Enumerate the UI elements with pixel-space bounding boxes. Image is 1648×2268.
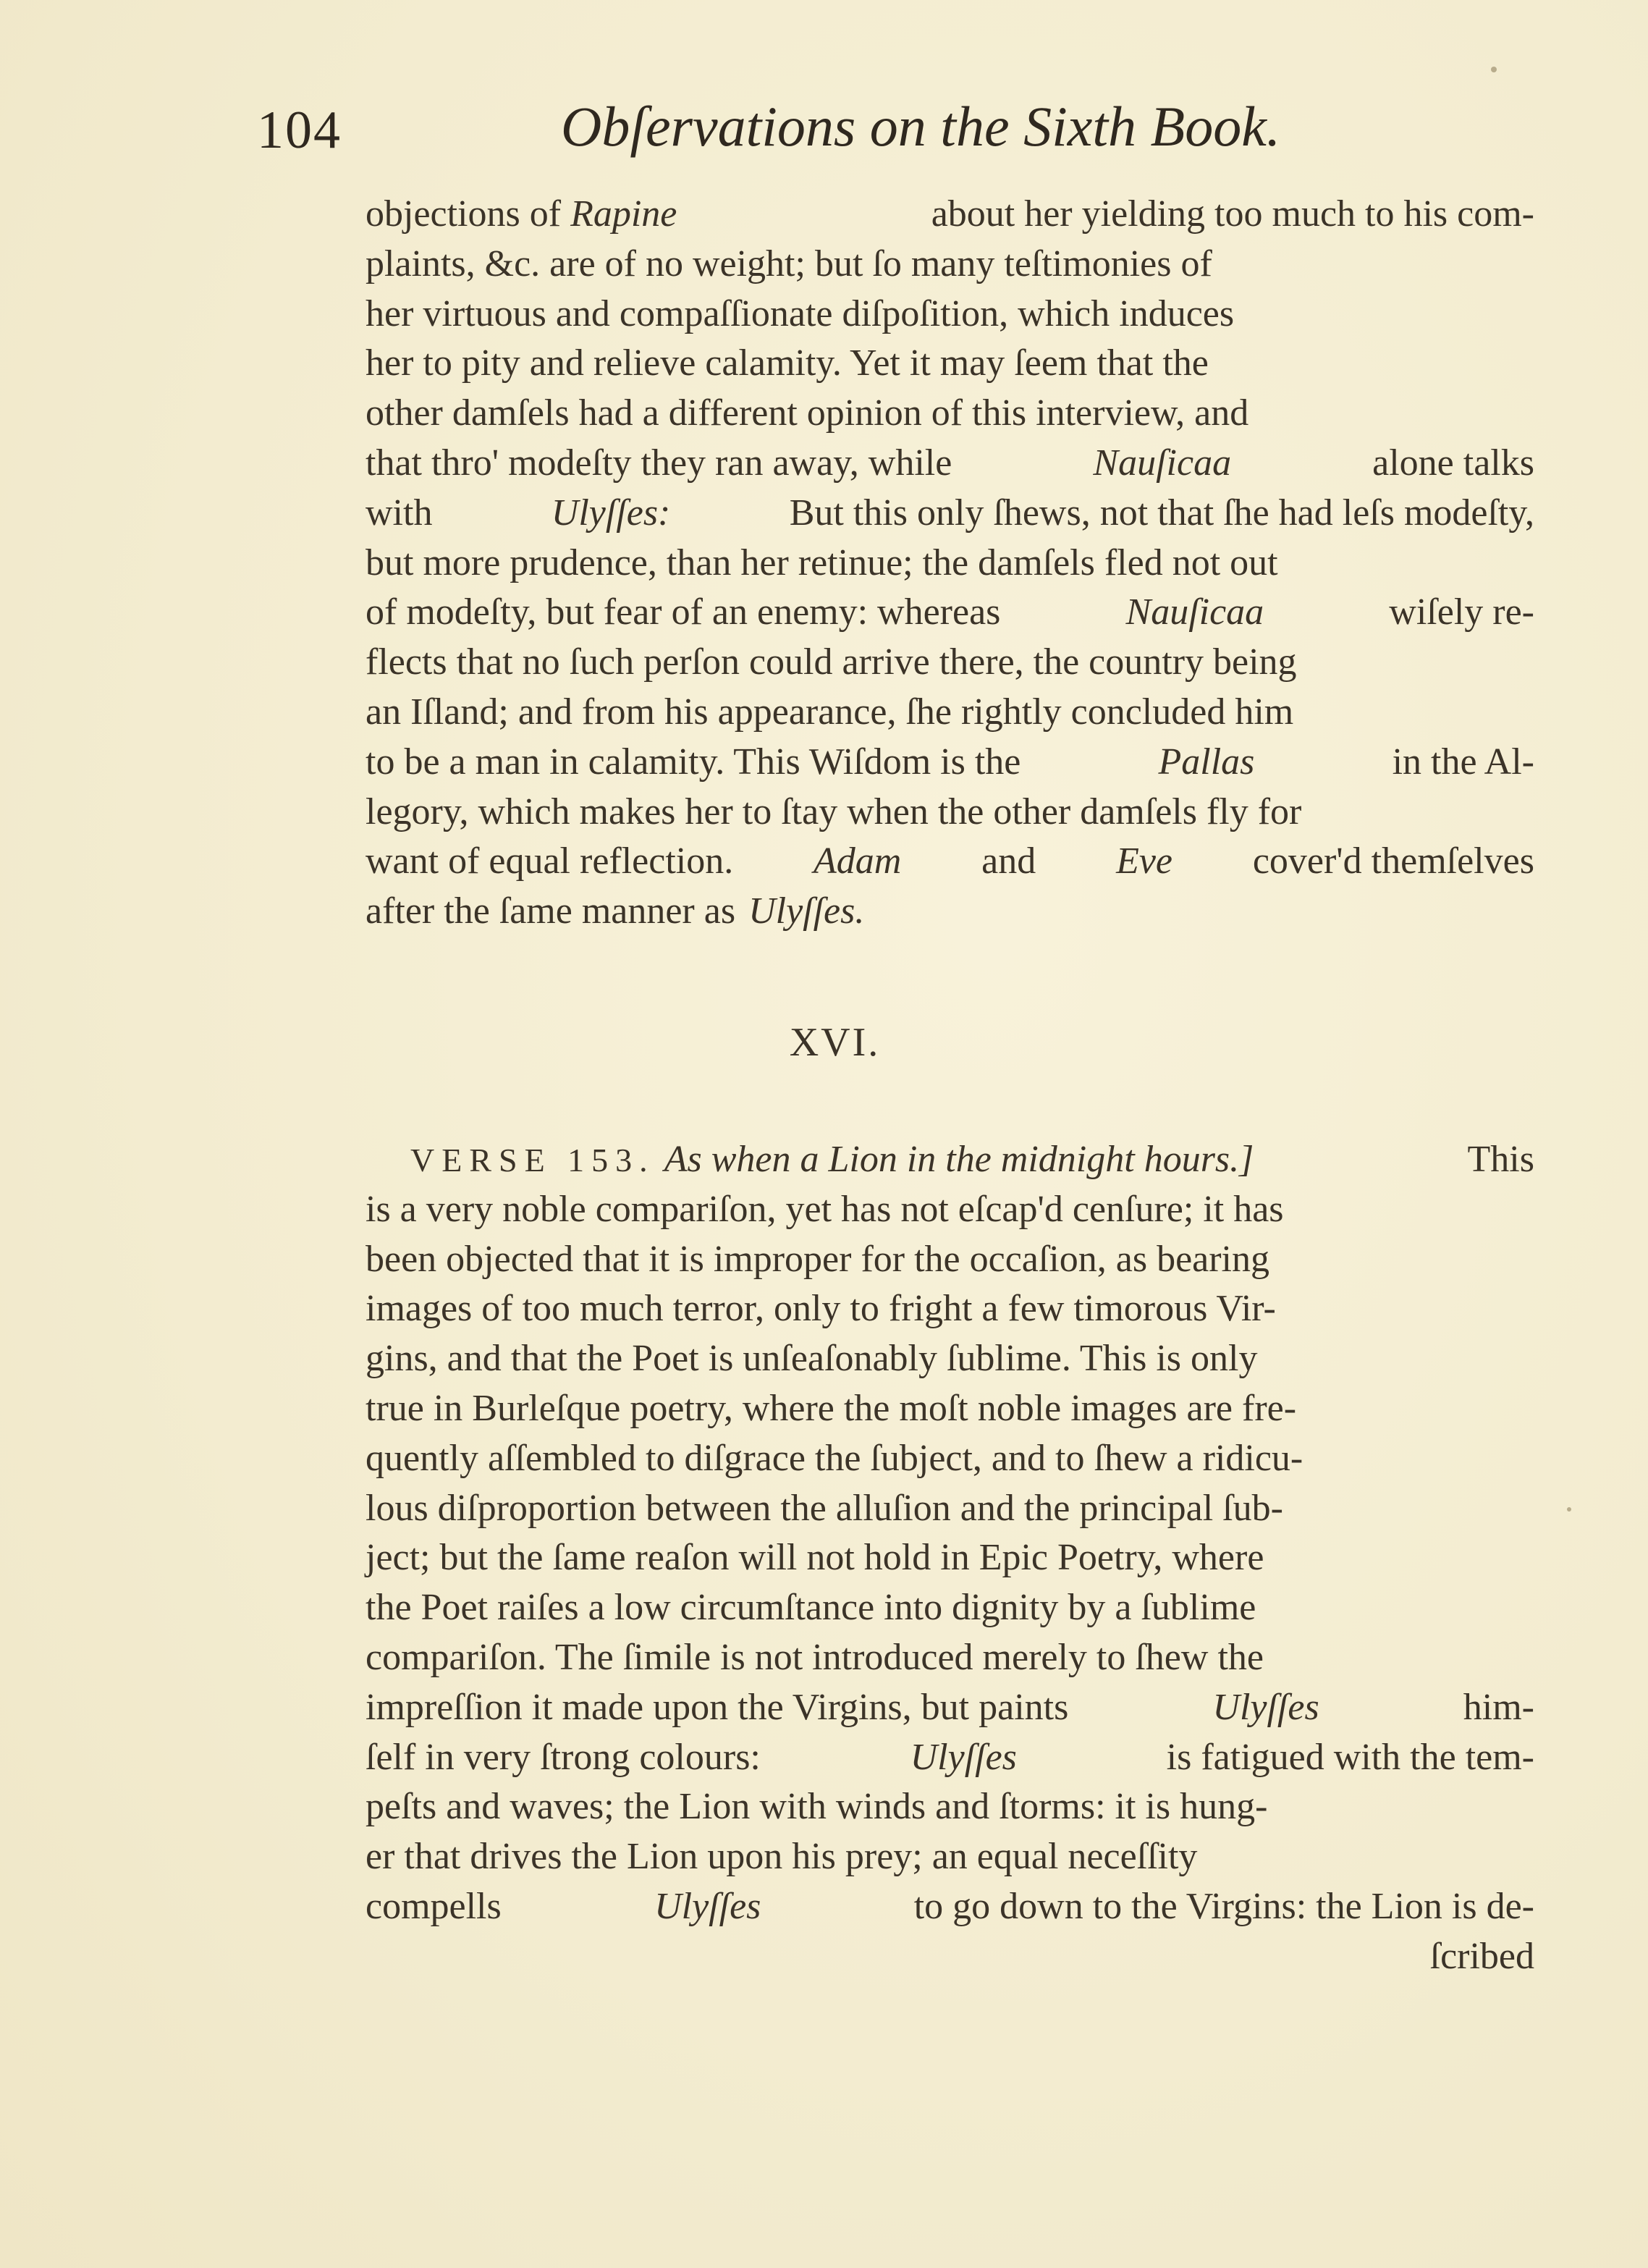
running-title: Obſervations on the Sixth Book. bbox=[561, 95, 1281, 158]
paper-speck bbox=[1491, 67, 1497, 72]
text-line bbox=[365, 1633, 1534, 1683]
text-run: is fatigued with the tem- bbox=[1166, 1736, 1534, 1778]
text-run: her virtuous and compaſſionate diſpoſition, which induces bbox=[365, 292, 1235, 334]
text-run: about her yielding too much to his com- bbox=[931, 193, 1534, 235]
text-line bbox=[365, 1334, 1534, 1384]
text-line bbox=[365, 788, 1534, 838]
text-run: been objected that it is improper for the occaſion, as bearing bbox=[365, 1238, 1269, 1280]
text-line bbox=[365, 339, 1534, 389]
verse-quote: As when a Lion in the midnight hours.] bbox=[664, 1139, 1254, 1180]
text-run: is a very noble compariſon, yet has not eſcap'd cenſure; it has bbox=[365, 1188, 1284, 1230]
text-run: compells bbox=[365, 1885, 502, 1927]
text-run: in the Al- bbox=[1392, 741, 1534, 783]
text-line bbox=[365, 1683, 1534, 1733]
text-line bbox=[365, 837, 1534, 887]
text-line bbox=[365, 190, 1534, 240]
text-line bbox=[365, 738, 1534, 788]
text-run: wiſely re- bbox=[1389, 591, 1534, 633]
text-run: want of equal reflection. bbox=[365, 840, 734, 882]
text-run: flects that no ſuch perſon could arrive there, the country being bbox=[365, 641, 1297, 683]
italic-name: Adam bbox=[814, 840, 902, 882]
text-line bbox=[365, 489, 1534, 539]
italic-name: Pallas bbox=[1158, 741, 1255, 783]
text-run: him- bbox=[1463, 1686, 1534, 1728]
text-run: peſts and waves; the Lion with winds and ſtorms: it is hung- bbox=[365, 1786, 1268, 1828]
italic-name: Eve bbox=[1116, 840, 1173, 882]
text-line bbox=[365, 1882, 1534, 1932]
text-run: an Iſland; and from his appearance, ſhe rightly concluded him bbox=[365, 691, 1294, 733]
text-line bbox=[365, 588, 1534, 638]
text-line bbox=[365, 439, 1534, 489]
text-run: objections of bbox=[365, 193, 562, 235]
text-line bbox=[365, 1384, 1534, 1434]
text-run: but more prudence, than her retinue; the damſels fled not out bbox=[365, 541, 1278, 583]
text-run: compariſon. The ſimile is not introduced merely to ſhew the bbox=[365, 1636, 1264, 1678]
italic-name: Ulyſſes bbox=[910, 1736, 1017, 1778]
text-line bbox=[365, 1135, 1534, 1185]
text-line bbox=[365, 290, 1534, 340]
text-line bbox=[365, 887, 1534, 937]
text-line bbox=[365, 1434, 1534, 1484]
text-run: of modeſty, but fear of an enemy: whereas bbox=[365, 591, 1001, 633]
text-line bbox=[365, 688, 1534, 738]
text-run: her to pity and relieve calamity. Yet it may ſeem that the bbox=[365, 342, 1209, 384]
text-line bbox=[365, 539, 1534, 589]
text-run: true in Burleſque poetry, where the moſt noble images are fre- bbox=[365, 1387, 1297, 1429]
text-run: But this only ſhews, not that ſhe had leſs modeſty, bbox=[789, 492, 1534, 534]
text-run: to go down to the Virgins: the Lion is de- bbox=[913, 1885, 1534, 1927]
catchword: ſcribed bbox=[1429, 1935, 1534, 1977]
section-numeral: XVI. bbox=[789, 1020, 881, 1065]
text-line bbox=[365, 1733, 1534, 1783]
text-run: quently aſſembled to diſgrace the ſubject, and to ſhew a ridicu- bbox=[365, 1437, 1303, 1479]
text-line bbox=[365, 1533, 1534, 1583]
text-run: cover'd themſelves bbox=[1252, 840, 1534, 882]
italic-name: Ulyſſes: bbox=[551, 492, 671, 534]
text-line bbox=[365, 638, 1534, 688]
text-run: legory, which makes her to ſtay when the other damſels fly for bbox=[365, 791, 1302, 832]
text-line bbox=[365, 1782, 1534, 1832]
page-number: 104 bbox=[257, 101, 342, 160]
text-run: alone talks bbox=[1372, 442, 1534, 484]
text-line bbox=[365, 240, 1534, 290]
text-run: ſelf in very ſtrong colours: bbox=[365, 1736, 761, 1778]
italic-name: Ulyſſes bbox=[654, 1885, 761, 1927]
text-run: and bbox=[981, 840, 1036, 882]
italic-name: Ulyſſes. bbox=[748, 890, 865, 932]
paragraph-1 bbox=[365, 190, 1534, 937]
text-run: after the ſame manner as bbox=[365, 890, 736, 932]
text-run: This bbox=[1467, 1139, 1534, 1180]
italic-name: Ulyſſes bbox=[1212, 1686, 1319, 1728]
text-line bbox=[365, 389, 1534, 439]
paper-speck bbox=[1567, 1507, 1571, 1512]
text-run: lous diſproportion between the alluſion and the principal ſub- bbox=[365, 1487, 1283, 1529]
text-line bbox=[365, 1235, 1534, 1285]
italic-name: Nauſicaa bbox=[1093, 442, 1232, 484]
text-run: gins, and that the Poet is unſeaſonably ſublime. This is only bbox=[365, 1338, 1258, 1380]
text-run: with bbox=[365, 492, 433, 534]
text-run: to be a man in calamity. This Wiſdom is the bbox=[365, 741, 1021, 783]
italic-name: Rapine bbox=[570, 193, 677, 235]
text-run: other damſels had a different opinion of this interview, and bbox=[365, 392, 1249, 434]
text-run: that thro' modeſty they ran away, while bbox=[365, 442, 952, 484]
text-run: impreſſion it made upon the Virgins, but paints bbox=[365, 1686, 1069, 1728]
text-line bbox=[365, 1284, 1534, 1334]
text-run: ject; but the ſame reaſon will not hold in Epic Poetry, where bbox=[365, 1537, 1264, 1579]
text-line bbox=[365, 1484, 1534, 1534]
paragraph-2 bbox=[365, 1135, 1534, 1982]
catchword-line bbox=[365, 1932, 1534, 1982]
text-line bbox=[365, 1185, 1534, 1235]
text-run: the Poet raiſes a low circumſtance into dignity by a ſublime bbox=[365, 1587, 1256, 1629]
text-run: plaints, &c. are of no weight; but ſo many teſtimonies of bbox=[365, 243, 1212, 284]
text-run: er that drives the Lion upon his prey; an equal neceſſity bbox=[365, 1836, 1198, 1878]
text-line bbox=[365, 1832, 1534, 1882]
text-run: images of too much terror, only to fright a few timorous Vir- bbox=[365, 1288, 1276, 1330]
verse-label: VERSE 153. bbox=[410, 1142, 655, 1179]
text-line bbox=[365, 1583, 1534, 1633]
italic-name: Nauſicaa bbox=[1125, 591, 1264, 633]
page-header bbox=[257, 94, 1386, 174]
